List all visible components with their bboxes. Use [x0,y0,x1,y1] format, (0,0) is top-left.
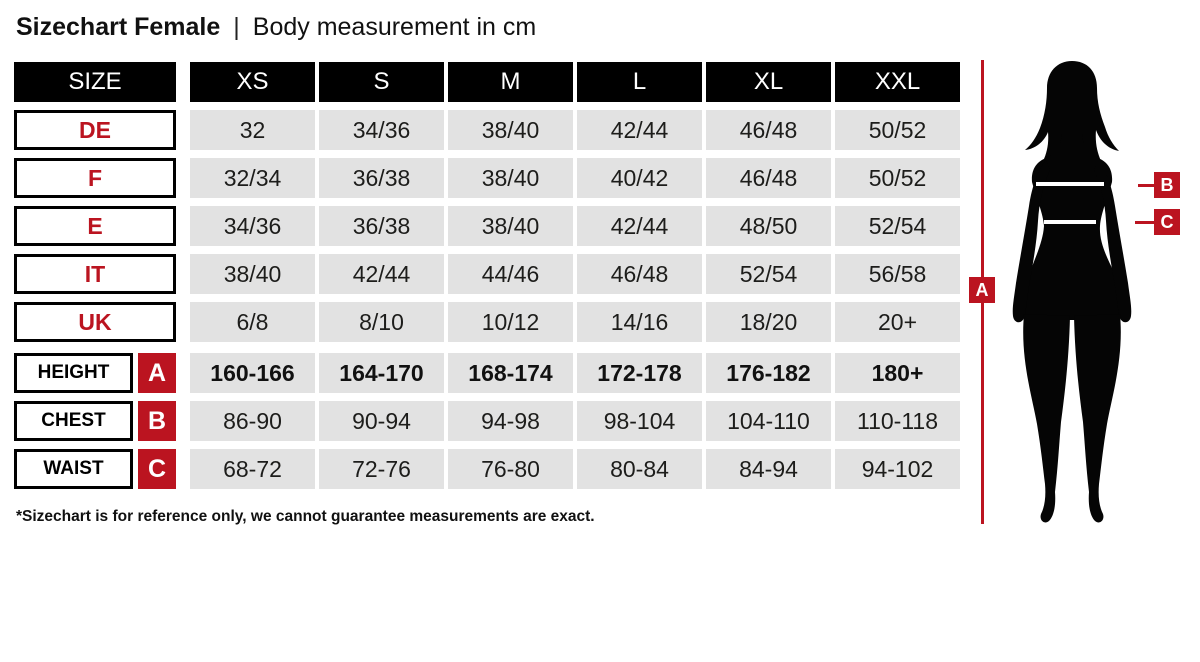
size-cell: 42/44 [577,110,702,150]
size-cell: 46/48 [706,158,831,198]
row-label-chest-wrap [14,401,176,441]
chest-marker-dash [1138,184,1154,187]
size-cell: 20+ [835,302,960,342]
page-title [16,13,536,42]
measure-cell: 76-80 [448,449,573,489]
measure-cell: 94-102 [835,449,960,489]
row-label-height: HEIGHT [14,353,133,393]
figure-marker-b: B [1154,172,1180,198]
size-cell: 38/40 [448,110,573,150]
measure-cell: 86-90 [190,401,315,441]
size-cell: 48/50 [706,206,831,246]
size-cell: 8/10 [319,302,444,342]
size-cell: 18/20 [706,302,831,342]
size-cell: 36/38 [319,206,444,246]
size-cell: 38/40 [448,206,573,246]
size-cell: 50/52 [835,158,960,198]
size-cell: 46/48 [706,110,831,150]
measure-cell: 90-94 [319,401,444,441]
row-label-e: E [14,206,176,246]
size-cell: 56/58 [835,254,960,294]
row-label-height-wrap [14,353,176,393]
size-cell: 46/48 [577,254,702,294]
size-cell: 34/36 [190,206,315,246]
size-cell: 14/16 [577,302,702,342]
measure-cell: 94-98 [448,401,573,441]
column-header-m: M [448,62,573,102]
column-header-xxl: XXL [835,62,960,102]
table-row-waist [14,449,960,489]
column-header-size: SIZE [14,62,176,102]
silhouette-right-leg [1074,314,1121,522]
footnote: *Sizechart is for reference only, we cannot guarantee measurements are exact. [16,508,595,525]
chest-measure-line [1036,182,1104,186]
figure-marker-a: A [969,277,995,303]
size-table [14,62,960,497]
column-header-l: L [577,62,702,102]
measure-cell: 160-166 [190,353,315,393]
marker-badge-a: A [138,353,176,393]
title-main: Sizechart Female [16,13,221,41]
row-label-chest: CHEST [14,401,133,441]
size-cell: 34/36 [319,110,444,150]
size-cell: 52/54 [706,254,831,294]
table-row-it [14,254,960,294]
table-header-row [14,62,960,102]
measure-cell: 72-76 [319,449,444,489]
row-label-waist-wrap [14,449,176,489]
measure-cell: 176-182 [706,353,831,393]
size-cell: 6/8 [190,302,315,342]
waist-measure-line [1044,220,1096,224]
size-cell: 32 [190,110,315,150]
size-cell: 42/44 [577,206,702,246]
size-cell: 50/52 [835,110,960,150]
silhouette-left-leg [1023,314,1070,522]
size-cell: 52/54 [835,206,960,246]
column-header-xl: XL [706,62,831,102]
silhouette-torso [1023,134,1121,320]
row-label-f: F [14,158,176,198]
size-cell: 40/42 [577,158,702,198]
size-cell: 42/44 [319,254,444,294]
measure-cell: 164-170 [319,353,444,393]
table-row-de [14,110,960,150]
row-label-waist: WAIST [14,449,133,489]
female-silhouette [1000,58,1145,528]
size-cell: 10/12 [448,302,573,342]
measure-cell: 110-118 [835,401,960,441]
row-label-de: DE [14,110,176,150]
table-row-chest [14,401,960,441]
figure-marker-c: C [1154,209,1180,235]
row-label-it: IT [14,254,176,294]
table-row-f [14,158,960,198]
marker-badge-c: C [138,449,176,489]
size-cell: 38/40 [448,158,573,198]
measure-cell: 84-94 [706,449,831,489]
table-row-height [14,353,960,393]
measure-cell: 180+ [835,353,960,393]
table-row-e [14,206,960,246]
measure-cell: 172-178 [577,353,702,393]
size-cell: 44/46 [448,254,573,294]
size-cell: 38/40 [190,254,315,294]
row-label-uk: UK [14,302,176,342]
size-cell: 32/34 [190,158,315,198]
measure-cell: 98-104 [577,401,702,441]
marker-badge-b: B [138,401,176,441]
waist-marker-dash [1135,221,1154,224]
table-row-uk [14,302,960,342]
measure-cell: 80-84 [577,449,702,489]
title-subtitle: Body measurement in cm [252,13,537,41]
measure-cell: 168-174 [448,353,573,393]
column-header-s: S [319,62,444,102]
measure-cell: 104-110 [706,401,831,441]
column-header-xs: XS [190,62,315,102]
title-separator: | [233,13,240,41]
measure-cell: 68-72 [190,449,315,489]
size-cell: 36/38 [319,158,444,198]
